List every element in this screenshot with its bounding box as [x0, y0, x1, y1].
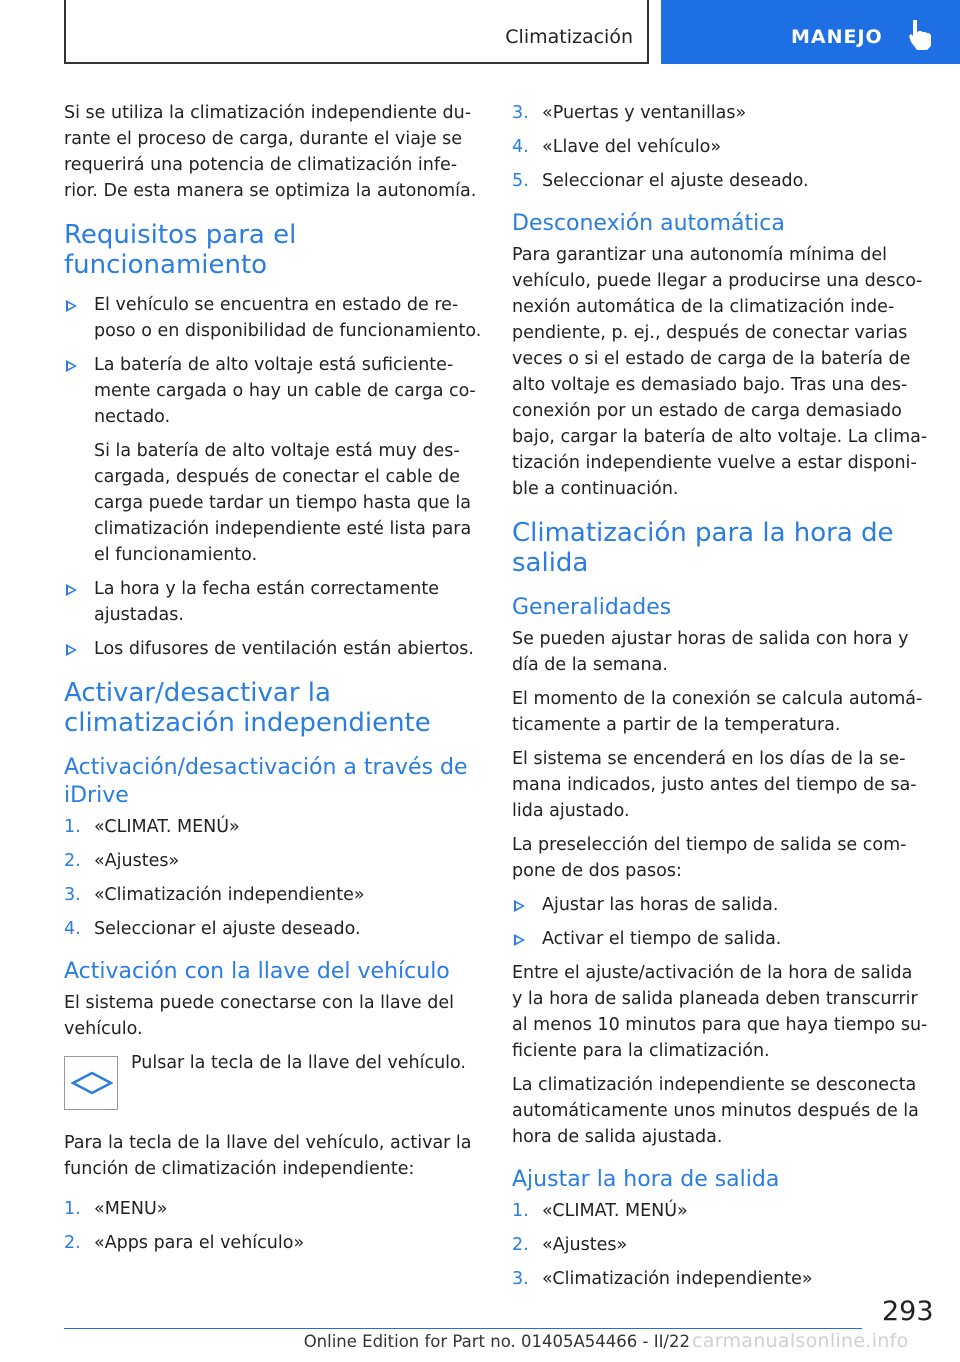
bullet-triangle-icon [66, 584, 77, 596]
activate-heading: Activar/desactivar la climatización independiente [64, 678, 431, 738]
chapter-tab[interactable] [661, 0, 960, 64]
bullet-triangle-icon [514, 900, 525, 912]
step-item: 2. «Ajustes» [64, 851, 180, 871]
general-paragraph: La climatización independiente se desconecta automáticamente unos minutos después de la hora de salida ajustada. [512, 1075, 919, 1147]
edition-text: Online Edition for Part no. 01405A54466 - II/22 [303, 1332, 690, 1351]
step-item: 1. «MENU» [64, 1199, 168, 1219]
departure-heading: Climatización para la hora de salida [512, 518, 894, 578]
list-item: Los difusores de ventilación están abiertos. [64, 636, 482, 662]
bullet-triangle-icon [514, 934, 525, 946]
general-paragraph: Se pueden ajustar horas de salida con hora y día de la semana. [512, 629, 909, 675]
step-item: 5. Seleccionar el ajuste deseado. [512, 171, 809, 191]
auto-off-heading: Desconexión automática [512, 211, 785, 236]
pointing-hand-icon [903, 18, 937, 52]
step-item: 2. «Ajustes» [512, 1235, 628, 1255]
step-item: 1. «CLIMAT. MENÚ» [64, 817, 240, 837]
key-steps [64, 1196, 482, 1256]
bullet-triangle-icon [66, 300, 77, 312]
left-column [64, 100, 482, 1264]
key-instruction [64, 1050, 482, 1112]
idrive-steps [64, 814, 482, 942]
continued-steps [512, 100, 928, 194]
key-press-text: Pulsar la tecla de la llave del vehículo. [131, 1053, 466, 1073]
header-frame [64, 0, 649, 64]
chapter-tab-label: MANEJO [791, 26, 883, 48]
footer-divider [64, 1328, 862, 1329]
requirement-note: Si la batería de alto voltaje está muy descargada, después de conectar el cable de carga puede tardar un tiempo hasta que la climatización independiente esté lista para el funcionamiento. [94, 441, 472, 565]
page-number: 293 [882, 1296, 934, 1327]
bullet-triangle-icon [66, 644, 77, 656]
general-bullets [512, 892, 928, 952]
general-paragraph: Entre el ajuste/activación de la hora de salida y la hora de salida planeada deben transcurrir al menos 10 minutos para que haya tiempo suficiente para la climatización. [512, 963, 928, 1061]
list-item: Activar el tiempo de salida. [512, 926, 928, 952]
list-item: Ajustar las horas de salida. [512, 892, 928, 918]
step-item: 4. «Llave del vehículo» [512, 137, 722, 157]
key-intro: El sistema puede conectarse con la llave del vehículo. [64, 993, 454, 1039]
bullet-triangle-icon [66, 360, 77, 372]
key-then-text: Para la tecla de la llave del vehículo, activar la función de climatización independiente: [64, 1133, 472, 1179]
general-paragraph: El sistema se encenderá en los días de la semana indicados, justo antes del tiempo de salida ajustado. [512, 749, 917, 821]
watermark: carmanualsonline.info [692, 1330, 909, 1352]
step-item: 3. «Puertas y ventanillas» [512, 103, 747, 123]
right-column [512, 100, 928, 1300]
step-item: 3. «Climatización independiente» [64, 885, 365, 905]
general-paragraph: La preselección del tiempo de salida se compone de dos pasos: [512, 835, 907, 881]
intro-paragraph: Si se utiliza la climatización independiente durante el proceso de carga, durante el viaje se requerirá una potencia de climatización inferior. De esta manera se optimiza la autonomía. [64, 103, 477, 201]
key-heading: Activación con la llave del vehículo [64, 959, 450, 984]
step-item: 4. Seleccionar el ajuste deseado. [64, 919, 361, 939]
requirements-list [64, 292, 482, 662]
idrive-heading: Activación/desactivación a través de iDrive [64, 755, 468, 808]
list-item: El vehículo se encuentra en estado de reposo o en disponibilidad de funcionamiento. [64, 292, 482, 344]
step-item: 1. «CLIMAT. MENÚ» [512, 1201, 688, 1221]
step-item: 3. «Climatización independiente» [512, 1269, 813, 1289]
section-title: Climatización [505, 26, 633, 48]
key-button-icon [64, 1056, 118, 1110]
general-heading: Generalidades [512, 595, 672, 620]
general-paragraph: El momento de la conexión se calcula automáticamente a partir de la temperatura. [512, 689, 923, 735]
list-item: La hora y la fecha están correctamente ajustadas. [64, 576, 482, 628]
set-departure-steps [512, 1198, 928, 1292]
list-item: La batería de alto voltaje está suficientemente cargada o hay un cable de carga conectado. Si la batería de alto voltaje está muy descargada, después de conectar el cable de carga puede tardar un tiempo hasta que la climatización independiente esté lista para el funcionamiento. [64, 352, 482, 568]
auto-off-text: Para garantizar una autonomía mínima del vehículo, puede llegar a producirse una desconexión automática de la climatización independiente, p. ej., después de conectar varias veces o si el estado de carga de la batería de alto voltaje es demasiado bajo. Tras una desconexión por un estado de carga demasiado bajo, cargar la batería de alto voltaje. La climatización independiente vuelve a estar disponible a continuación. [512, 245, 928, 499]
step-item: 2. «Apps para el vehículo» [64, 1233, 305, 1253]
set-departure-heading: Ajustar la hora de salida [512, 1167, 780, 1192]
requirements-heading: Requisitos para el funcionamiento [64, 220, 297, 280]
